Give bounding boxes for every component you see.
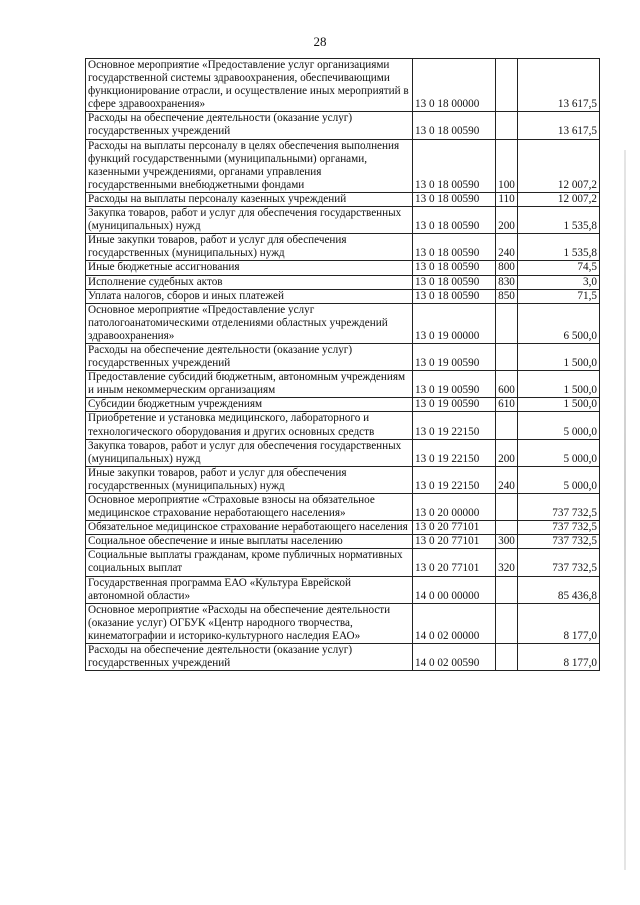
row-sum-cell: 737 732,5 (518, 549, 600, 576)
row-name-cell: Исполнение судебных актов (86, 275, 413, 289)
table-row (86, 139, 600, 192)
table-row (86, 603, 600, 643)
row-sum-cell: 3,0 (518, 275, 600, 289)
row-type-cell: 200 (496, 439, 518, 466)
scan-edge-mark (624, 150, 626, 870)
row-sum-cell: 71,5 (518, 289, 600, 303)
row-type-cell (496, 59, 518, 112)
row-type-cell: 300 (496, 535, 518, 549)
row-code-cell: 13 0 18 00000 (413, 59, 496, 112)
row-code-cell: 13 0 18 00590 (413, 192, 496, 206)
row-type-cell: 320 (496, 549, 518, 576)
table-row (86, 192, 600, 206)
row-name-cell: Субсидии бюджетным учреждениям (86, 398, 413, 412)
row-sum-cell: 6 500,0 (518, 303, 600, 343)
row-name-cell: Обязательное медицинское страхование неработающего населения (86, 521, 413, 535)
row-code-cell: 13 0 19 00590 (413, 343, 496, 370)
table-row (86, 412, 600, 439)
table-row (86, 343, 600, 370)
row-name-cell: Закупка товаров, работ и услуг для обеспечения государственных (муниципальных) нужд (86, 439, 413, 466)
row-name-cell: Расходы на обеспечение деятельности (оказание услуг) государственных учреждений (86, 112, 413, 139)
row-type-cell (496, 303, 518, 343)
row-code-cell: 13 0 18 00590 (413, 207, 496, 234)
row-type-cell (496, 521, 518, 535)
row-name-cell: Социальные выплаты гражданам, кроме публичных нормативных социальных выплат (86, 549, 413, 576)
table-row (86, 289, 600, 303)
row-name-cell: Расходы на выплаты персоналу казенных учреждений (86, 192, 413, 206)
row-type-cell: 240 (496, 234, 518, 261)
row-type-cell (496, 112, 518, 139)
table-row (86, 371, 600, 398)
row-type-cell: 830 (496, 275, 518, 289)
row-sum-cell: 74,5 (518, 261, 600, 275)
row-code-cell: 13 0 19 22150 (413, 412, 496, 439)
row-code-cell: 13 0 20 77101 (413, 521, 496, 535)
row-type-cell: 610 (496, 398, 518, 412)
row-sum-cell: 8 177,0 (518, 603, 600, 643)
row-name-cell: Основное мероприятие «Страховые взносы на обязательное медицинское страхование неработающего населения» (86, 494, 413, 521)
budget-table (85, 58, 600, 671)
table-row (86, 207, 600, 234)
row-sum-cell: 1 500,0 (518, 343, 600, 370)
row-sum-cell: 85 436,8 (518, 576, 600, 603)
row-code-cell: 13 0 18 00590 (413, 139, 496, 192)
row-sum-cell: 737 732,5 (518, 521, 600, 535)
row-name-cell: Иные закупки товаров, работ и услуг для обеспечения государственных (муниципальных) нужд (86, 234, 413, 261)
row-name-cell: Государственная программа ЕАО «Культура Еврейской автономной области» (86, 576, 413, 603)
row-sum-cell: 8 177,0 (518, 644, 600, 671)
row-type-cell: 850 (496, 289, 518, 303)
row-code-cell: 13 0 18 00590 (413, 289, 496, 303)
row-sum-cell: 5 000,0 (518, 466, 600, 493)
row-code-cell: 14 0 02 00590 (413, 644, 496, 671)
row-sum-cell: 1 535,8 (518, 234, 600, 261)
row-type-cell: 800 (496, 261, 518, 275)
row-name-cell: Приобретение и установка медицинского, лабораторного и технологического оборудования и других основных средств (86, 412, 413, 439)
row-type-cell (496, 576, 518, 603)
row-sum-cell: 5 000,0 (518, 412, 600, 439)
row-type-cell: 110 (496, 192, 518, 206)
row-sum-cell: 1 500,0 (518, 398, 600, 412)
row-name-cell: Основное мероприятие «Предоставление услуг организациями государственной системы здравоохранения, обеспечивающими функционирование отрасли, и осуществление иных мероприятий в сфере здравоохранения» (86, 59, 413, 112)
row-code-cell: 13 0 18 00590 (413, 234, 496, 261)
row-sum-cell: 1 535,8 (518, 207, 600, 234)
row-code-cell: 14 0 00 00000 (413, 576, 496, 603)
row-code-cell: 13 0 19 00000 (413, 303, 496, 343)
row-sum-cell: 737 732,5 (518, 535, 600, 549)
row-sum-cell: 737 732,5 (518, 494, 600, 521)
table-row (86, 439, 600, 466)
row-sum-cell: 13 617,5 (518, 112, 600, 139)
table-row (86, 303, 600, 343)
row-code-cell: 13 0 20 00000 (413, 494, 496, 521)
page-number: 28 (313, 34, 327, 49)
row-code-cell: 13 0 19 00590 (413, 398, 496, 412)
table-row (86, 112, 600, 139)
row-name-cell: Расходы на обеспечение деятельности (оказание услуг) государственных учреждений (86, 644, 413, 671)
row-code-cell: 13 0 20 77101 (413, 549, 496, 576)
row-name-cell: Основное мероприятие «Предоставление услуг патологоанатомическими отделениями областных учреждений здравоохранения» (86, 303, 413, 343)
table-row (86, 549, 600, 576)
row-type-cell (496, 494, 518, 521)
table-row (86, 521, 600, 535)
row-sum-cell: 13 617,5 (518, 59, 600, 112)
table-row (86, 59, 600, 112)
row-code-cell: 13 0 18 00590 (413, 261, 496, 275)
table-row (86, 494, 600, 521)
row-name-cell: Иные бюджетные ассигнования (86, 261, 413, 275)
table-row (86, 398, 600, 412)
row-type-cell (496, 412, 518, 439)
row-name-cell: Иные закупки товаров, работ и услуг для обеспечения государственных (муниципальных) нужд (86, 466, 413, 493)
row-type-cell: 200 (496, 207, 518, 234)
table-row (86, 644, 600, 671)
row-code-cell: 13 0 18 00590 (413, 275, 496, 289)
row-type-cell (496, 644, 518, 671)
row-sum-cell: 1 500,0 (518, 371, 600, 398)
table-row (86, 234, 600, 261)
row-type-cell (496, 603, 518, 643)
row-name-cell: Расходы на выплаты персоналу в целях обеспечения выполнения функций государственными (муниципальными) органами, казенными учреждениями, органами управления государственными внебюджетными фондами (86, 139, 413, 192)
table-row (86, 261, 600, 275)
row-name-cell: Расходы на обеспечение деятельности (оказание услуг) государственных учреждений (86, 343, 413, 370)
row-code-cell: 13 0 19 22150 (413, 466, 496, 493)
table-row (86, 466, 600, 493)
row-sum-cell: 12 007,2 (518, 139, 600, 192)
row-code-cell: 13 0 18 00590 (413, 112, 496, 139)
row-type-cell: 600 (496, 371, 518, 398)
row-code-cell: 14 0 02 00000 (413, 603, 496, 643)
row-type-cell: 100 (496, 139, 518, 192)
row-code-cell: 13 0 19 00590 (413, 371, 496, 398)
row-name-cell: Уплата налогов, сборов и иных платежей (86, 289, 413, 303)
row-type-cell (496, 343, 518, 370)
row-name-cell: Предоставление субсидий бюджетным, автономным учреждениям и иным некоммерческим организациям (86, 371, 413, 398)
table-row (86, 535, 600, 549)
row-sum-cell: 5 000,0 (518, 439, 600, 466)
table-row (86, 576, 600, 603)
row-name-cell: Закупка товаров, работ и услуг для обеспечения государственных (муниципальных) нужд (86, 207, 413, 234)
row-name-cell: Основное мероприятие «Расходы на обеспечение деятельности (оказание услуг) ОГБУК «Центр народного творчества, кинематографии и историко-культурного наследия ЕАО» (86, 603, 413, 643)
table-row (86, 275, 600, 289)
row-name-cell: Социальное обеспечение и иные выплаты населению (86, 535, 413, 549)
row-sum-cell: 12 007,2 (518, 192, 600, 206)
row-type-cell: 240 (496, 466, 518, 493)
row-code-cell: 13 0 20 77101 (413, 535, 496, 549)
row-code-cell: 13 0 19 22150 (413, 439, 496, 466)
